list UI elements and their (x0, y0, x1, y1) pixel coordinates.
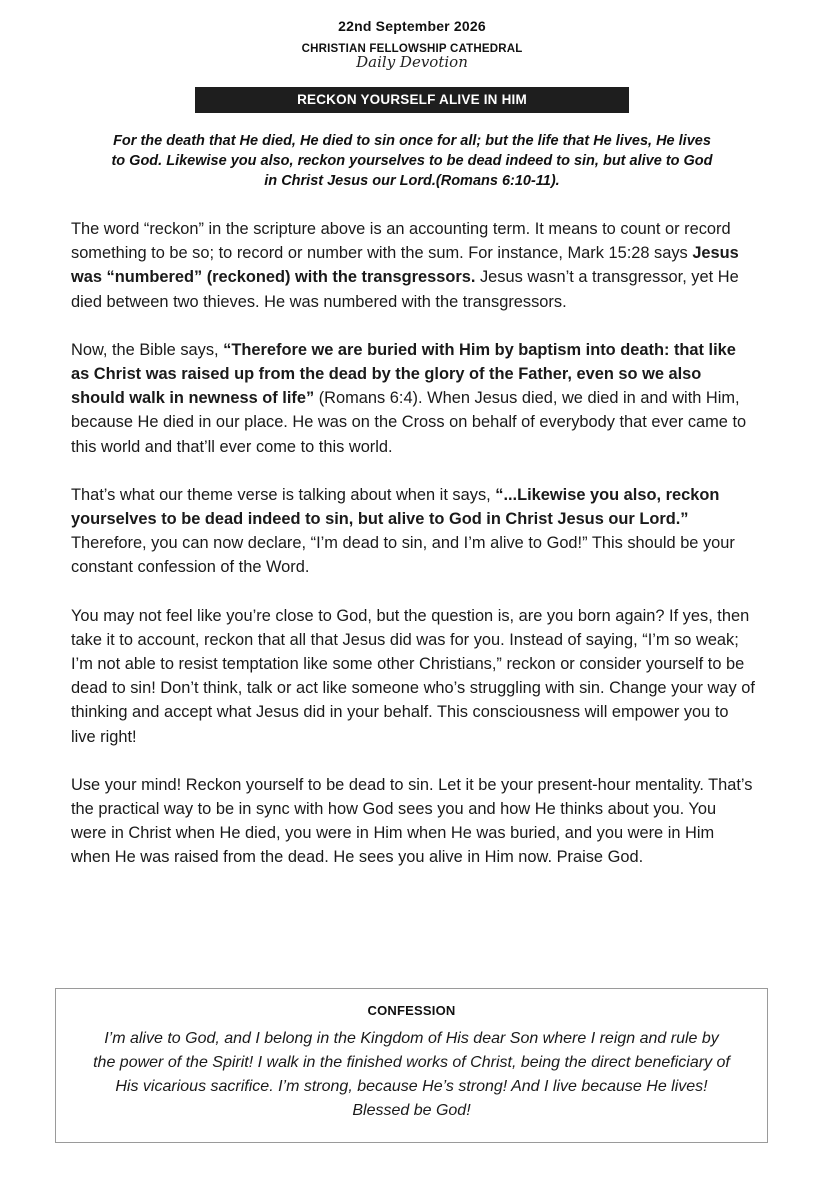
church-name: CHRISTIAN FELLOWSHIP CATHEDRAL (301, 43, 523, 55)
paragraph-3-text-c: Therefore, you can now declare, “I’m dead to sin, and I’m alive to God!” This should be your constant confession of the Word. (71, 534, 735, 577)
paragraph-1 (71, 217, 755, 314)
confession-title: CONFESSION (367, 1003, 456, 1018)
page-header (0, 18, 824, 71)
paragraph-3-text-a: That’s what our theme verse is talking about when it says, (71, 485, 496, 504)
devotion-label: Daily Devotion (356, 53, 468, 71)
paragraph-3-emphasis: “...Likewise you also, reckon yourselves to be dead indeed to sin, but alive to God in Christ Jesus our Lord.” (71, 485, 720, 529)
paragraph-1-text-c: Jesus wasn’t a transgressor, yet He died between two thieves. He was numbered with the transgressors. (71, 268, 739, 311)
devotion-date: 22nd September 2026 (338, 18, 486, 34)
devotion-title: RECKON YOURSELF ALIVE IN HIM (195, 87, 629, 113)
scripture-verse: For the death that He died, He died to sin once for all; but the life that He lives, He lives to God. Likewise you also, reckon yourselves to be dead indeed to sin, but alive to God in Christ Jesus our Lord.(Romans 6:10-11). (111, 133, 713, 189)
paragraph-5: Use your mind! Reckon yourself to be dead to sin. Let it be your present-hour mentality. That’s the practical way to be in sync with how God sees you and how He thinks about you. You were in Christ when He died, you were in Him when He was buried, and you were in Him when He was raised from the dead. He sees you alive in Him now. Praise God. (71, 775, 753, 867)
paragraph-2-text-a: Now, the Bible says, (71, 340, 224, 359)
paragraph-1-emphasis: Jesus was “numbered” (reckoned) with the transgressors. (71, 244, 739, 287)
paragraph-1-text-a: The word “reckon” in the scripture above is an accounting term. It means to count or record something to be so; to record or number with the sum. For instance, Mark 15:28 says (71, 220, 731, 263)
paragraph-2-text-c: (Romans 6:4). When Jesus died, we died in and with Him, because He died in our place. He was on the Cross on behalf of everybody that ever came to this world and that’ll ever come to this world. (71, 389, 747, 456)
paragraph-2 (71, 338, 755, 459)
paragraph-2-emphasis: “Therefore we are buried with Him by baptism into death: that like as Christ was raised up from the dead by the glory of the Father, even so we also should walk in newness of life” (71, 340, 736, 408)
paragraph-3 (71, 483, 755, 580)
paragraph-4: You may not feel like you’re close to God, but the question is, are you born again? If yes, then take it to account, reckon that all that Jesus did was for you. Instead of saying, “I’m so weak; I’m not able to resist temptation like some other Christians,” reckon or consider yourself to be dead to sin! Don’t think, talk or act like someone who’s struggling with sin. Change your way of thinking and accept what Jesus did in your behalf. This consciousness will empower you to live right! (71, 606, 755, 746)
confession-text: I’m alive to God, and I belong in the Kingdom of His dear Son where I reign and rule by the power of the Spirit! I walk in the finished works of Christ, being the direct beneficiary of His vicarious sacrifice. I’m strong, because He’s strong! And I live because He lives! Blessed be God! (93, 1030, 730, 1119)
confession-box (55, 988, 768, 1143)
devotion-body (71, 217, 755, 894)
